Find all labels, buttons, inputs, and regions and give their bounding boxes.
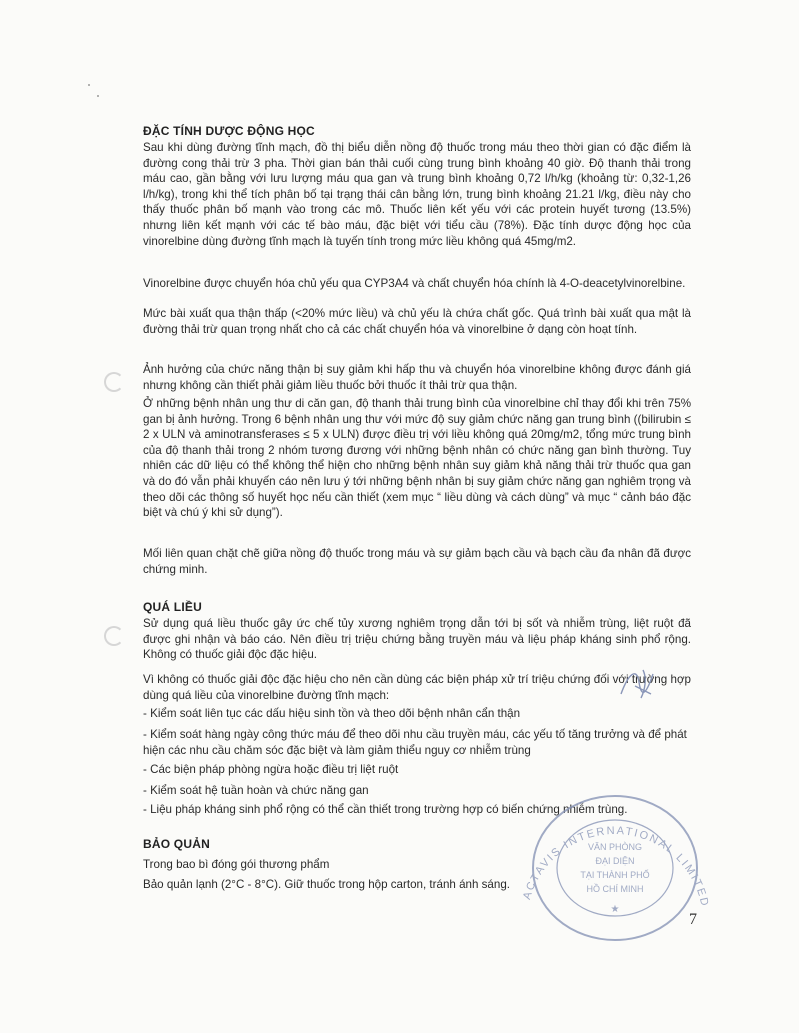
paragraph: Vì không có thuốc giải độc đặc hiệu cho nên cần dùng các biện pháp xử trí triệu chứng đối với trường hợp dùng quá liều của vinorelbine đường tĩnh mạch: [143, 673, 691, 702]
paragraph: Bảo quản lạnh (2°C - 8°C). Giữ thuốc trong hộp carton, tránh ánh sáng. [143, 878, 510, 891]
scan-speck [88, 84, 90, 86]
stamp-star-icon: ★ [610, 904, 620, 915]
paragraph: Ở những bệnh nhân ung thư di căn gan, độ thanh thải trung bình của vinorelbine chỉ thay đổi khi trên 75% gan bị ảnh hưởng. Trong 6 bệnh nhân ung thư với mức độ suy giảm chức năng gan trung bình ((bilirubin ≤ 2 x ULN và aminotransferases ≤ 5 x ULN) được điều trị với liều không quá 20mg/m2, tổng mức trung bình của độ thanh thải trong 2 nhóm tương đương với những bệnh nhân có chức năng gan bình thường. Tuy nhiên các dữ liệu có thể không thể hiện cho những bệnh nhân suy giảm khả năng thải trừ thuốc qua gan và do đó vẫn phải khuyến cáo nên lưu ý tới những bệnh nhân bị suy giảm chức năng gan nghiêm trọng và theo dõi các thông số huyết học nếu cần thiết (xem mục “ liều dùng và cách dùng” và mục “ cảnh báo đặc biệt và chú ý khi sử dụng”). [143, 397, 691, 520]
list-item: - Kiểm soát hàng ngày công thức máu để theo dõi nhu cầu truyền máu, các yếu tố tăng trưởng và để phát hiện các nhu cầu chăm sóc đặc biệt và làm giảm thiểu nguy cơ nhiễm trùng [143, 728, 687, 757]
punch-hole-mark [104, 372, 124, 392]
paragraph: Mức bài xuất qua thận thấp (<20% mức liều) và chủ yếu là chứa chất gốc. Quá trình bài xuất qua mật là đường thải trừ quan trọng nhất cho cả các chất chuyển hóa và vinorelbine ở dạng còn hoạt tính. [143, 307, 691, 336]
section-title-storage: BẢO QUẢN [143, 837, 210, 851]
stamp-line-1: VĂN PHÒNG [587, 842, 643, 852]
list-item: - Kiểm soát hệ tuần hoàn và chức năng gan [143, 784, 369, 797]
stamp-line-3: TẠI THÀNH PHỐ [580, 870, 650, 880]
list-item: - Liệu pháp kháng sinh phổ rộng có thể cần thiết trong trường hợp có biến chứng nhiễm trùng. [143, 803, 628, 816]
paragraph: Mối liên quan chặt chẽ giữa nồng độ thuốc trong máu và sự giảm bạch cầu và bạch cầu đa nhân đã được chứng minh. [143, 547, 691, 576]
svg-text:ACTAVIS INTERNATIONAL LIMITED [521, 825, 711, 909]
paragraph: Sử dụng quá liều thuốc gây ức chế tủy xương nghiêm trọng dẫn tới bị sốt và nhiễm trùng, liệt ruột đã được ghi nhận và báo cáo. Nên điều trị triệu chứng bằng truyền máu và liệu pháp kháng sinh phổ rộng. Không có thuốc giải độc đặc hiệu. [143, 617, 691, 662]
list-item: - Kiểm soát liên tục các dấu hiệu sinh tồn và theo dõi bệnh nhân cẩn thận [143, 707, 521, 720]
paragraph: Sau khi dùng đường tĩnh mạch, đồ thị biểu diễn nồng độ thuốc trong máu theo thời gian có đặc điểm là đường cong thải trừ 3 pha. Thời gian bán thải cuối cùng trung bình khoảng 40 giờ. Độ thanh thải trong máu cao, gần bằng với lưu lượng máu qua gan và trung bình khoảng 0,72 l/h/kg (khoảng từ: 0,32-1,26 l/h/kg), trong khi thể tích phân bố tại trạng thái cân bằng lớn, trung bình khoảng 21.21 l/kg, điều này cho thấy thuốc phân bố mạnh vào trong các mô. Thuốc liên kết yếu với các protein huyết tương (13.5%) nhưng liên kết mạnh với các tế bào máu, đặc biệt với tiểu cầu (78%). Đặc tính dược động học của vinorelbine dùng đường tĩnh mạch là tuyến tính trong mức liều không quá 45mg/m2. [143, 141, 691, 248]
punch-hole-mark [104, 626, 124, 646]
list-item: - Các biện pháp phòng ngừa hoặc điều trị liệt ruột [143, 763, 399, 776]
paragraph: Ảnh hưởng của chức năng thận bị suy giảm khi hấp thu và chuyển hóa vinorelbine không được đánh giá nhưng không cần thiết phải giảm liều thuốc bởi thuốc ít thải trừ qua thận. [143, 363, 691, 392]
stamp-line-4: HỒ CHÍ MINH [586, 884, 644, 894]
stamp-line-2: ĐẠI DIỆN [595, 856, 635, 866]
section-title-pharmacokinetics: ĐẶC TÍNH DƯỢC ĐỘNG HỌC [143, 124, 315, 138]
section-title-overdose: QUÁ LIỀU [143, 600, 202, 614]
stamp-ring-text: ACTAVIS INTERNATIONAL LIMITED [521, 824, 711, 909]
official-stamp [512, 808, 718, 936]
paragraph: Vinorelbine được chuyển hóa chủ yếu qua CYP3A4 và chất chuyển hóa chính là 4-O-deacetylvinorelbine. [143, 277, 686, 290]
signature-mark [615, 664, 665, 709]
scan-speck [97, 95, 99, 97]
paragraph: Trong bao bì đóng gói thương phẩm [143, 858, 330, 871]
page-number: 7 [689, 911, 697, 928]
